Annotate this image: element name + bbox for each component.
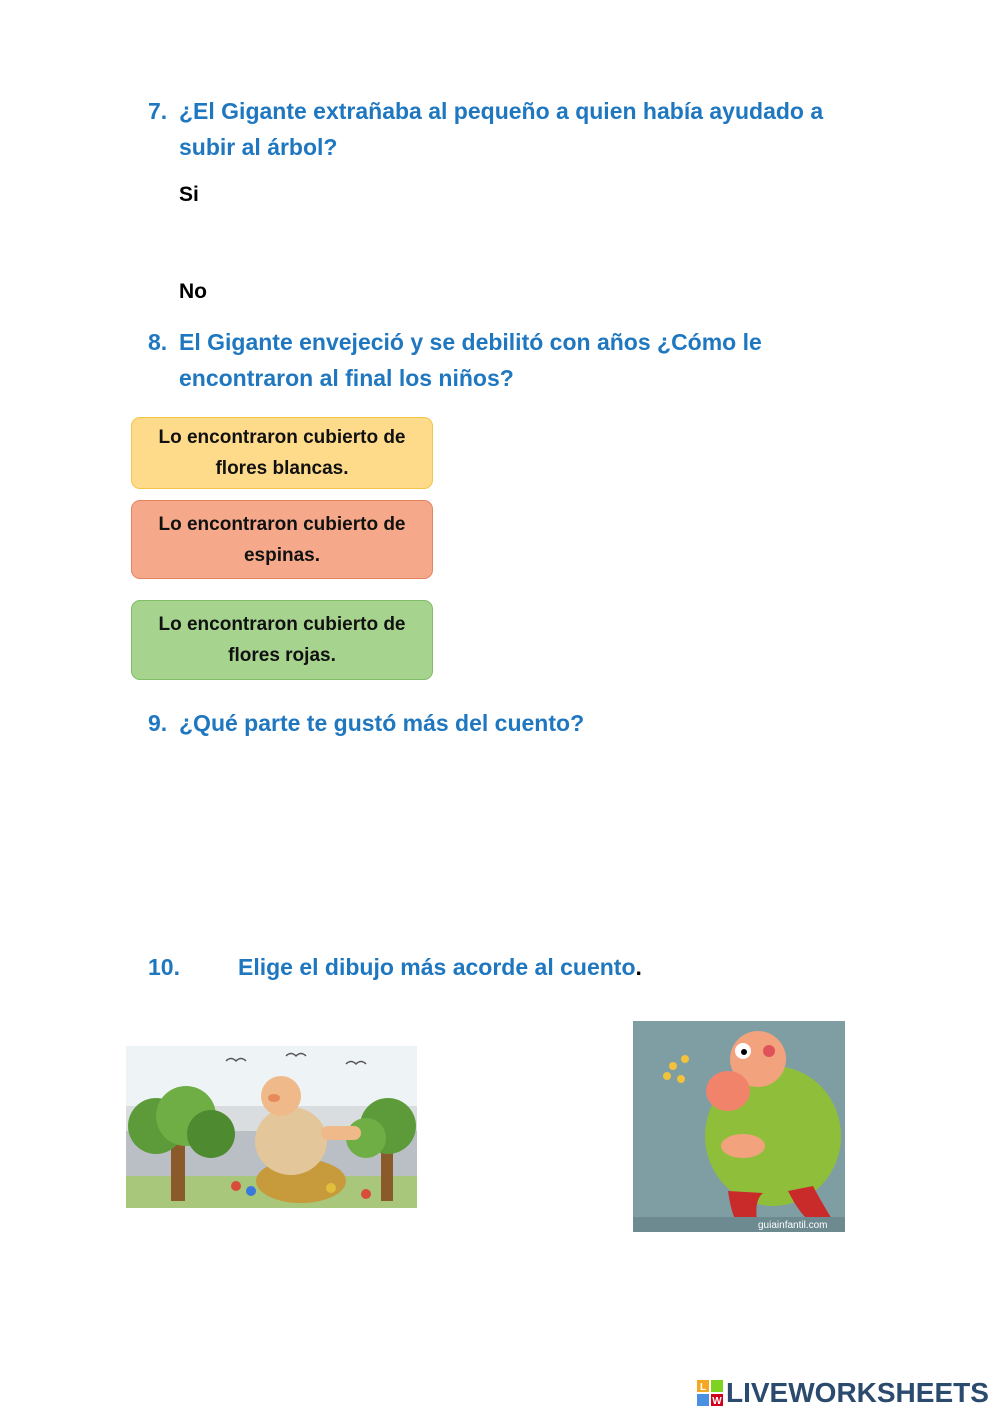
cartoon-giant-image[interactable] (633, 1021, 845, 1232)
question-number: 10. (148, 954, 180, 980)
answer-card-text: Lo encontraron cubierto de flores blancas. (158, 427, 406, 479)
logo-letter: L (699, 1382, 707, 1393)
liveworksheets-logo-icon (697, 1380, 723, 1406)
giant-forest-image[interactable] (126, 1046, 417, 1208)
brand-name: LIVEWORKSHEETS (726, 1377, 989, 1408)
question-text: ¿Qué parte te gustó más del cuento? (179, 710, 585, 736)
question-9 (148, 705, 868, 741)
cartoon-giant-illustration (633, 1021, 845, 1232)
watermark-text: guiainfantil.com (758, 1220, 828, 1231)
question-text: El Gigante envejeció y se debilitó con años ¿Cómo le encontraron al final los niños? (179, 329, 762, 391)
answer-option-si[interactable]: Si (179, 183, 199, 206)
question-text: Elige el dibujo más acorde al cuento (238, 954, 636, 980)
answer-card-white-flowers[interactable] (131, 417, 433, 489)
question-number: 9. (148, 710, 168, 736)
giant-forest-illustration (126, 1046, 417, 1208)
answer-card-thorns[interactable] (131, 500, 433, 579)
question-7 (148, 93, 868, 165)
answer-card-text: Lo encontraron cubierto de espinas. (158, 513, 406, 566)
answer-option-no[interactable]: No (179, 280, 207, 303)
question-period: . (635, 954, 642, 980)
question-8 (148, 324, 868, 396)
logo-letter: W (712, 1396, 722, 1406)
answer-card-text: Lo encontraron cubierto de flores rojas. (158, 614, 406, 666)
liveworksheets-brand[interactable] (697, 1376, 989, 1410)
question-number: 8. (148, 329, 168, 355)
question-number: 7. (148, 98, 168, 124)
question-text: ¿El Gigante extrañaba al pequeño a quien había ayudado a subir al árbol? (179, 98, 824, 160)
answer-card-red-flowers[interactable] (131, 600, 433, 680)
